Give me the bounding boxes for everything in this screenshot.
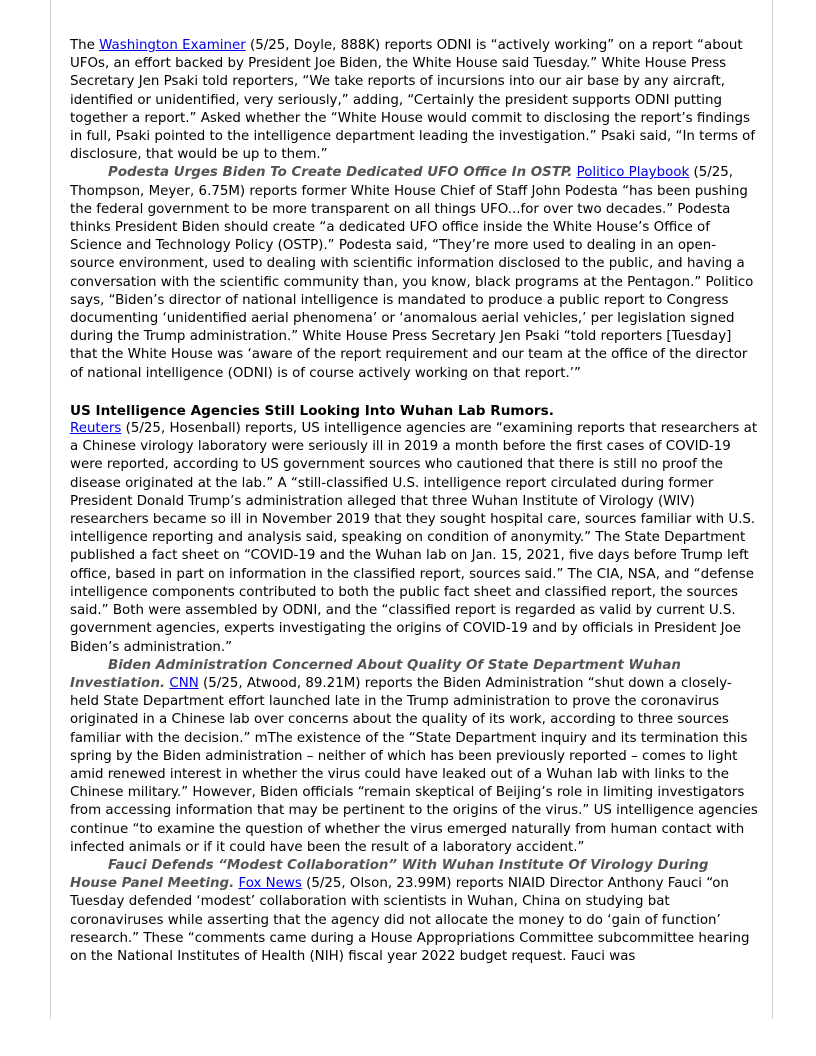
article-podesta — [70, 164, 758, 382]
article-washington-examiner — [70, 37, 758, 164]
left-margin-rule — [50, 0, 51, 1019]
article-intro-text: The — [70, 38, 100, 53]
source-link-fox-news[interactable]: Fox News — [238, 876, 302, 892]
article-lead: Biden Administration Concerned About Quality Of State Department Wuhan Investiation. — [70, 657, 681, 691]
article-lead: Fauci Defends “Modest Collaboration” With Wuhan Institute Of Virology During House Panel Meeting. — [70, 857, 709, 892]
document-body — [70, 37, 758, 966]
article-body-text: (5/25, Olson, 23.99M) reports NIAID Director Anthony Fauci “on Tuesday defended ‘modest’ collaboration with scientists in Wuhan, China on studying bat coronaviruses while asserting that the agency did not allocate the money to do ‘gain of function’ research.” These “comments came during a House Appropriations Committee subcommittee hearing on the National Institutes of Health (NIH) fiscal year 2022 budget request. Fauci was — [70, 876, 750, 964]
source-link-politico-playbook[interactable]: Politico Playbook — [576, 165, 690, 181]
section-heading: US Intelligence Agencies Still Looking Into Wuhan Lab Rumors. — [70, 402, 554, 419]
article-body-text: (5/25, Thompson, Meyer, 6.75M) reports former White House Chief of Staff John Podesta “has been pushing the federal government to be more transparent on all things UFO...for over two decades.” Podesta thinks President Biden should create “a dedicated UFO office inside the White House’s Office of Science and Technology Policy (OSTP).” Podesta said, “They’re more used to dealing in an open-source environment, used to dealing with scientific information disclosed to the public, and having a conversation with the scientific community than, you know, black programs at the Pentagon.” Politico says, “Biden’s director of national intelligence is mandated to produce a public report to Congress documenting ‘unidentified aerial phenomena’ or ‘anomalous aerial vehicles,’ per legislation signed during the Trump administration.” White House Press Secretary Jen Psaki “told reporters [Tuesday] that the White House was ‘aware of the report requirement and our team at the office of the director of national intelligence (ODNI) is of course actively working on that report.’” — [70, 165, 754, 381]
source-link-cnn[interactable]: CNN — [169, 675, 199, 691]
article-fox-news — [70, 857, 758, 966]
source-link-washington-examiner[interactable]: Washington Examiner — [99, 38, 246, 53]
right-margin-rule — [772, 0, 773, 1019]
article-reuters — [70, 420, 758, 657]
article-body-text: (5/25, Doyle, 888K) reports ODNI is “actively working” on a report “about UFOs, an effort backed by President Joe Biden, the White House said Tuesday.” White House Press Secretary Jen Psaki told reporters, “We take reports of incursions into our air base by any aircraft, identified or unidentified, very seriously,” adding, “Certainly the president supports ODNI putting together a report.” Asked whether the “White House would commit to disclosing the report’s findings in full, Psaki pointed to the intelligence department leading the investigation.” Psaki said, “In terms of disclosure, that would be up to them.” — [70, 38, 756, 163]
article-body-text: (5/25, Hosenball) reports, US intelligence agencies are “examining reports that researchers at a Chinese virology laboratory were seriously ill in 2019 a month before the first cases of COVID-19 were reported, according to US government sources who cautioned that there is still no proof the disease originated at the lab.” A “still-classified U.S. intelligence report circulated during former President Donald Trump’s administration alleged that three Wuhan Institute of Virology (WIV) researchers became so ill in November 2019 that they sought hospital care, sources familiar with U.S. intelligence reporting and analysis said, speaking on condition of anonymity.” The State Department published a fact sheet on “COVID-19 and the Wuhan lab on Jan. 15, 2021, five days before Trump left office, based in part on information in the classified report, sources said.” The CIA, NSA, and “defense intelligence components contributed to both the public fact sheet and classified report, the sources said.” Both were assembled by ODNI, and the “classified report is regarded as valid by current U.S. government agencies, experts investigating the origins of COVID-19 and by officials in President Joe Biden’s administration.” — [70, 421, 758, 655]
source-link-reuters[interactable]: Reuters — [70, 421, 122, 437]
article-lead: Podesta Urges Biden To Create Dedicated UFO Office In OSTP. — [108, 165, 573, 181]
article-body-text: (5/25, Atwood, 89.21M) reports the Biden Administration “shut down a closely-held State Department effort launched late in the Trump administration to prove the coronavirus originated in a Chinese lab over concerns about the quality of its work, according to three sources familiar with the decision.” mThe existence of the “State Department inquiry and its termination this spring by the Biden administration – neither of which has been previously reported – comes to light amid renewed interest in whether the virus could have leaked out of a Wuhan lab with links to the Chinese military.” However, Biden officials “remain skeptical of Beijing’s role in limiting investigators from accessing information that may be pertinent to the origins of the virus.” US intelligence agencies continue “to examine the question of whether the virus emerged naturally from human contact with infected animals or if it could have been the result of a laboratory accident.” — [70, 675, 758, 855]
article-cnn — [70, 657, 758, 857]
